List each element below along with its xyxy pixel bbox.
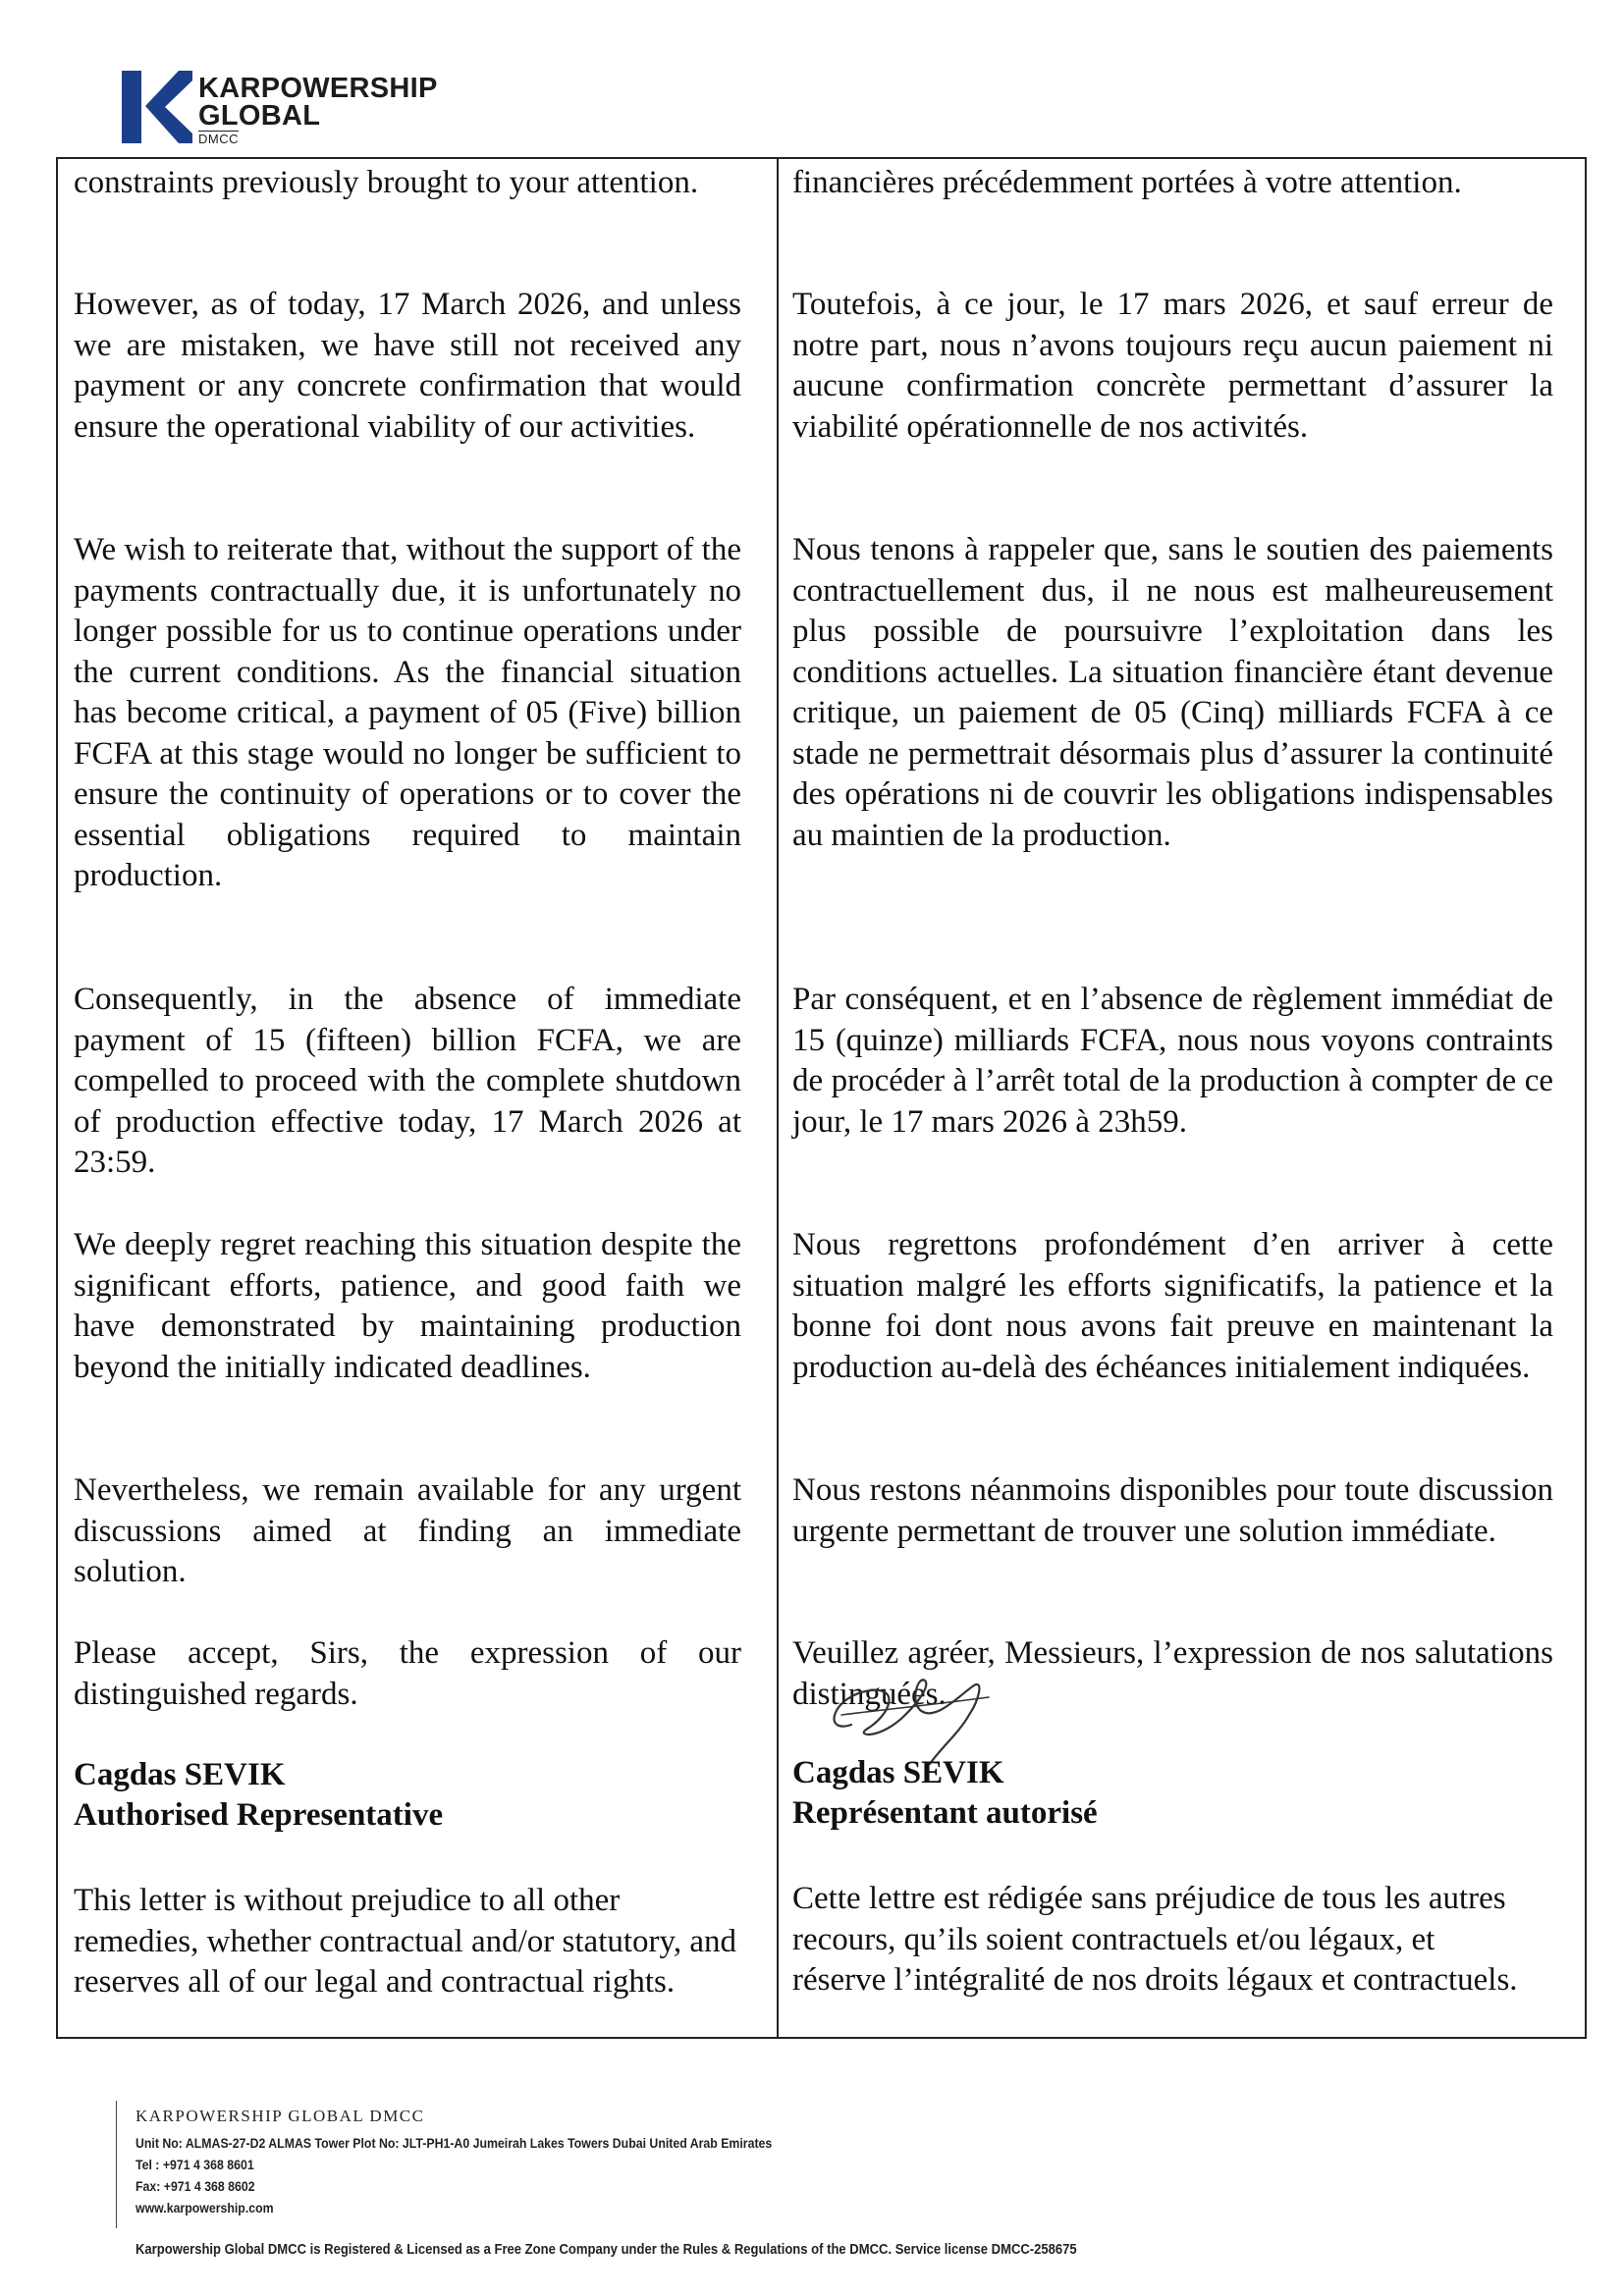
en-paragraph-6: Nevertheless, we remain available for any urgent discussions aimed at finding an immediate solution. — [74, 1472, 741, 1589]
column-divider — [777, 159, 779, 2037]
footer-contact-block — [135, 2107, 1412, 2218]
fr-signatory-name: Cagdas SEVIK — [792, 1755, 1004, 1790]
fr-paragraph-1: financières précédemment portées à votre attention. — [792, 165, 1462, 200]
english-column — [74, 159, 741, 2037]
en-paragraph-5: We deeply regret reaching this situation despite the significant efforts, patience, and good faith we have demonstrated by maintaining production beyond the initially indicated deadlines. — [74, 1227, 741, 1385]
en-disclaimer: This letter is without prejudice to all other remedies, whether contractual and/or statutory, and reserves all of our legal and contractual rights. — [74, 1883, 737, 2000]
fr-paragraph-2: Toutefois, à ce jour, le 17 mars 2026, et sauf erreur de notre part, nous n’avons toujours reçu aucun paiement ni aucune confirmation concrète permettant d’assurer la viabilité opérationnelle de nos activités. — [792, 287, 1553, 445]
fr-closing: Veuillez agréer, Messieurs, l’expression de nos salutations distinguées. — [792, 1635, 1553, 1712]
en-paragraph-2: However, as of today, 17 March 2026, and unless we are mistaken, we have still not received any payment or any concrete confirmation that would ensure the operational viability of our activities. — [74, 287, 741, 445]
en-paragraph-4: Consequently, in the absence of immediate payment of 15 (fifteen) billion FCFA, we are compelled to proceed with the complete shutdown of production effective today, 17 March 2026 at 23:59. — [74, 982, 741, 1180]
footer-legal-notice: Karpowership Global DMCC is Registered & Licensed as a Free Zone Company under the Rules & Regulations of the DMCC. Service license DMCC-258675 — [135, 2242, 1077, 2258]
french-column — [792, 159, 1553, 2037]
bilingual-letter-table — [56, 157, 1587, 2039]
fr-disclaimer: Cette lettre est rédigée sans préjudice de tous les autres recours, qu’ils soient contractuels et/ou légaux, et réserve l’intégralité de nos droits légaux et contractuels. — [792, 1881, 1518, 1998]
logo-name-line1: KARPOWERSHIP — [198, 73, 438, 104]
company-logo — [122, 69, 475, 147]
en-paragraph-1: constraints previously brought to your attention. — [74, 165, 699, 200]
footer-website: www.karpowership.com — [135, 2200, 274, 2216]
en-paragraph-3: We wish to reiterate that, without the support of the payments contractually due, it is unfortunately no longer possible for us to continue operations under the current conditions. As the financial situation has become critical, a payment of 05 (Five) billion FCFA at this stage would no longer be sufficient to ensure the continuity of operations or to cover the essential obligations required to maintain production. — [74, 532, 741, 893]
fr-paragraph-3: Nous tenons à rappeler que, sans le soutien des paiements contractuellement dus, il ne nous est malheureusement plus possible de poursuivre l’exploitation dans les conditions actuelles. La situation financière étant devenue critique, un paiement de 05 (Cinq) milliards FCFA à ce stade ne permettrait désormais plus d’assurer la continuité des opérations ni de couvrir les obligations indispensables au maintien de la production. — [792, 532, 1553, 853]
footer-fax: Fax: +971 4 368 8602 — [135, 2178, 255, 2194]
fr-paragraph-6: Nous restons néanmoins disponibles pour toute discussion urgente permettant de trouver une solution immédiate. — [792, 1472, 1553, 1549]
karpowership-k-icon — [122, 69, 192, 145]
footer-address: Unit No: ALMAS-27-D2 ALMAS Tower Plot No: JLT-PH1-A0 Jumeirah Lakes Towers Dubai United Arab Emirates — [135, 2135, 773, 2151]
footer-company-name: KARPOWERSHIP GLOBAL DMCC — [135, 2107, 425, 2125]
footer-vertical-rule — [116, 2101, 117, 2228]
en-signatory-title: Authorised Representative — [74, 1797, 444, 1833]
fr-paragraph-4: Par conséquent, et en l’absence de règlement immédiat de 15 (quinze) milliards FCFA, nous nous voyons contraints de procéder à l’arrêt total de la production à compter de ce jour, le 17 mars 2026 à 23h59. — [792, 982, 1553, 1140]
fr-paragraph-5: Nous regrettons profondément d’en arriver à cette situation malgré les efforts significatifs, la patience et la bonne foi dont nous avons fait preuve en maintenant la production au-delà des échéances initialement indiquées. — [792, 1227, 1553, 1385]
fr-signatory-title: Représentant autorisé — [792, 1795, 1098, 1831]
logo-name-line2: GLOBAL — [198, 100, 321, 132]
en-signatory-name: Cagdas SEVIK — [74, 1757, 286, 1792]
footer-tel: Tel : +971 4 368 8601 — [135, 2157, 254, 2172]
logo-subtitle: DMCC — [198, 132, 239, 146]
en-closing: Please accept, Sirs, the expression of our distinguished regards. — [74, 1635, 741, 1712]
